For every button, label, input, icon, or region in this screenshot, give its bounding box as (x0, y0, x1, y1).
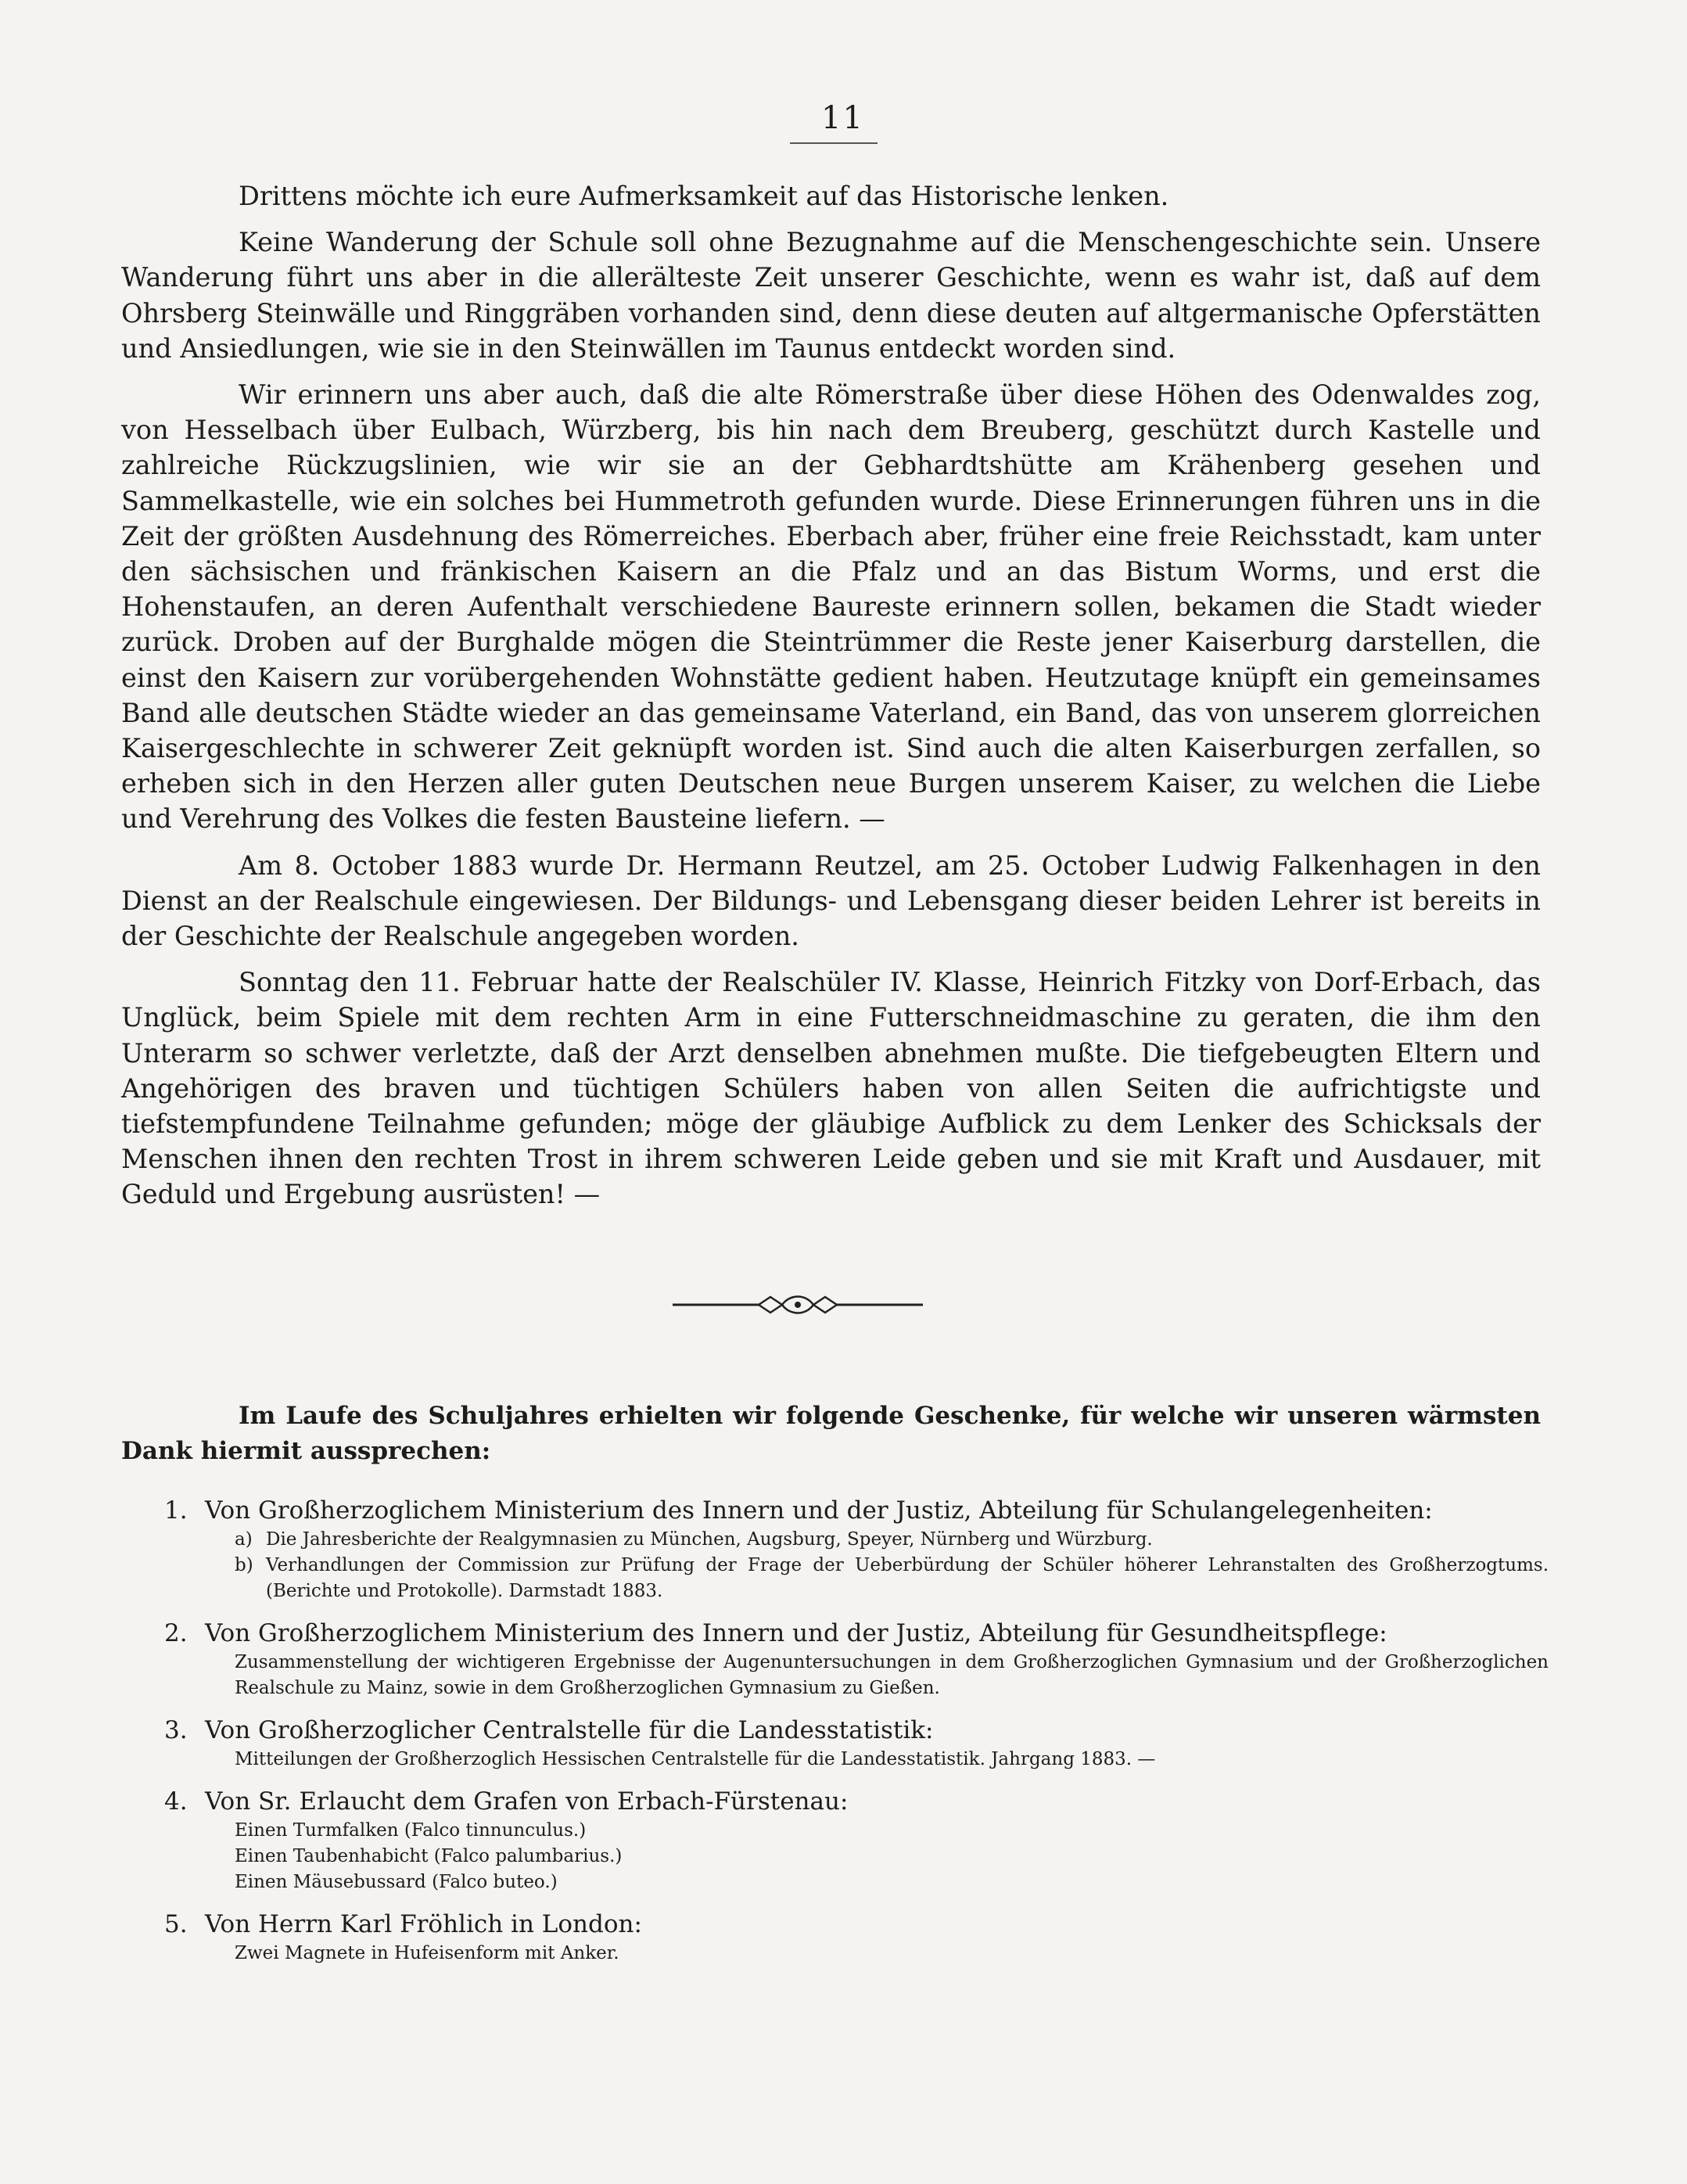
gift-item (164, 1714, 1549, 1773)
gift-details (235, 1527, 1549, 1604)
detail-text: Verhandlungen der Commission zur Prüfung der Frage der Ueberbürdung der Schüler höherer Lehranstalten des Großherzogtums. (Berichte und Protokolle). Darmstadt 1883. (266, 1555, 1549, 1601)
gift-donor: Von Herrn Karl Fröhlich in London: (205, 1910, 642, 1938)
gift-donor: Von Großherzoglichem Ministerium des Innern und der Justiz, Abteilung für Schulangelegenheiten: (205, 1496, 1433, 1525)
gift-number: 4. (164, 1787, 188, 1816)
detail-text: Mitteilungen der Großherzoglich Hessischen Centralstelle für die Landesstatistik. Jahrgang 1883. — (235, 1749, 1156, 1769)
gift-number: 2. (164, 1619, 188, 1647)
detail-text: Einen Turmfalken (Falco tinnunculus.) (235, 1820, 587, 1841)
gift-donor: Von Großherzoglichem Ministerium des Innern und der Justiz, Abteilung für Gesundheitspflege: (205, 1619, 1387, 1647)
detail-label: b) (235, 1555, 253, 1575)
gift-detail (235, 1650, 1549, 1701)
gift-details (235, 1650, 1549, 1701)
detail-text: Einen Taubenhabicht (Falco palumbarius.) (235, 1846, 623, 1866)
paragraph-accident: Sonntag den 11. Februar hatte der Realschüler IV. Klasse, Heinrich Fitzky von Dorf-Erbach, das Unglück, beim Spiele mit dem rechten Arm in eine Futterschneidmaschine zu geraten, die ihm den Unterarm so schwer verletzte, daß der Arzt denselben abnehmen mußte. Die tiefgebeugten Eltern und Angehörigen des braven und tüchtigen Schülers haben von allen Seiten die aufrichtigste und tiefstempfundene Teilnahme gefunden; möge der gläubige Aufblick zu dem Lenker des Schicksals der Menschen ihnen den rechten Trost in ihrem schweren Leide geben und sie mit Kraft und Ausdauer, mit Geduld und Ergebung ausrüsten! — (121, 967, 1541, 1210)
gift-donor: Von Sr. Erlaucht dem Grafen von Erbach-Fürstenau: (205, 1787, 849, 1816)
detail-text: Einen Mäusebussard (Falco buteo.) (235, 1872, 558, 1892)
detail-text: Zwei Magnete in Hufeisenform mit Anker. (235, 1943, 619, 1963)
paragraph-new-teachers: Am 8. October 1883 wurde Dr. Hermann Reutzel, am 25. October Ludwig Falkenhagen in den Dienst an der Realschule eingewiesen. Der Bildungs- und Lebensgang dieser beiden Lehrer ist bereits in der Geschichte der Realschule angegeben worden. (121, 850, 1541, 952)
gift-donor: Von Großherzoglicher Centralstelle für die Landesstatistik: (205, 1716, 934, 1744)
gift-detail (235, 1747, 1549, 1773)
gift-item (164, 1785, 1549, 1895)
gift-details (235, 1941, 1549, 1967)
main-text (121, 178, 1541, 1223)
gift-detail (235, 1553, 1549, 1604)
gift-number: 3. (164, 1716, 188, 1744)
gift-item (164, 1908, 1549, 1967)
page-number-rule (790, 142, 878, 144)
gifts-heading: Im Laufe des Schuljahres erhielten wir folgende Geschenke, für welche wir unseren wärmsten Dank hiermit aussprechen: (121, 1402, 1541, 1465)
gift-item (164, 1494, 1549, 1604)
page-number: 11 (821, 100, 864, 136)
gift-detail (235, 1844, 1549, 1870)
gift-detail (235, 1941, 1549, 1967)
gift-details (235, 1747, 1549, 1773)
gifts-list (164, 1494, 1549, 1979)
gift-number: 1. (164, 1496, 188, 1525)
paragraph-wanderung: Keine Wanderung der Schule soll ohne Bezugnahme auf die Menschengeschichte sein. Unsere Wanderung führt uns aber in die allerälteste Zeit unserer Geschichte, wenn es wahr ist, daß auf dem Ohrsberg Steinwälle und Ringgräben vorhanden sind, denn diese deuten auf altgermanische Opferstätten und Ansiedlungen, wie sie in den Steinwällen im Taunus entdeckt worden sind. (121, 227, 1541, 364)
detail-label: a) (235, 1529, 253, 1550)
gift-number: 5. (164, 1910, 188, 1938)
gift-detail (235, 1818, 1549, 1844)
paragraph-history-intro: Drittens möchte ich eure Aufmerksamkeit auf das Historische lenken. (239, 181, 1169, 211)
ornament-divider (673, 1291, 923, 1319)
detail-text: Zusammenstellung der wichtigeren Ergebnisse der Augenuntersuchungen in dem Großherzoglichen Gymnasium und der Großherzoglichen Realschule zu Mainz, sowie in dem Großherzoglichen Gymnasium zu Gießen. (235, 1652, 1549, 1698)
detail-text: Die Jahresberichte der Realgymnasien zu München, Augsburg, Speyer, Nürnberg und Würzburg. (266, 1529, 1153, 1550)
gift-item (164, 1617, 1549, 1701)
gift-detail (235, 1527, 1549, 1553)
paragraph-roemerstrasse: Wir erinnern uns aber auch, daß die alte Römerstraße über diese Höhen des Odenwaldes zog, von Hesselbach über Eulbach, Würzberg, bis hin nach dem Breuberg, geschützt durch Kastelle und zahlreiche Rückzugslinien, wie wir sie an der Gebhardtshütte am Krähenberg gesehen und Sammelkastelle, wie ein solches bei Hummetroth gefunden wurde. Diese Erinnerungen führen uns in die Zeit der größten Ausdehnung des Römerreiches. Eberbach aber, früher eine freie Reichsstadt, kam unter den sächsischen und fränkischen Kaisern an die Pfalz und an das Bistum Worms, und erst die Hohenstaufen, an deren Aufenthalt verschiedene Baureste erinnern sollen, bekamen die Stadt wieder zurück. Droben auf der Burghalde mögen die Steintrümmer die Reste jener Kaiserburg darstellen, die einst den Kaisern zur vorübergehenden Wohnstätte gedient haben. Heutzutage knüpft ein gemeinsames Band alle deutschen Städte wieder an das gemeinsame Vaterland, ein Band, das von unserem glorreichen Kaisergeschlechte in schwerer Zeit geknüpft worden ist. Sind auch die alten Kaiserburgen zerfallen, so erheben sich in den Herzen aller guten Deutschen neue Burgen unserem Kaiser, zu welchen die Liebe und Verehrung des Volkes die festen Bausteine liefern. — (121, 379, 1541, 835)
gift-details (235, 1818, 1549, 1895)
gift-detail (235, 1870, 1549, 1895)
